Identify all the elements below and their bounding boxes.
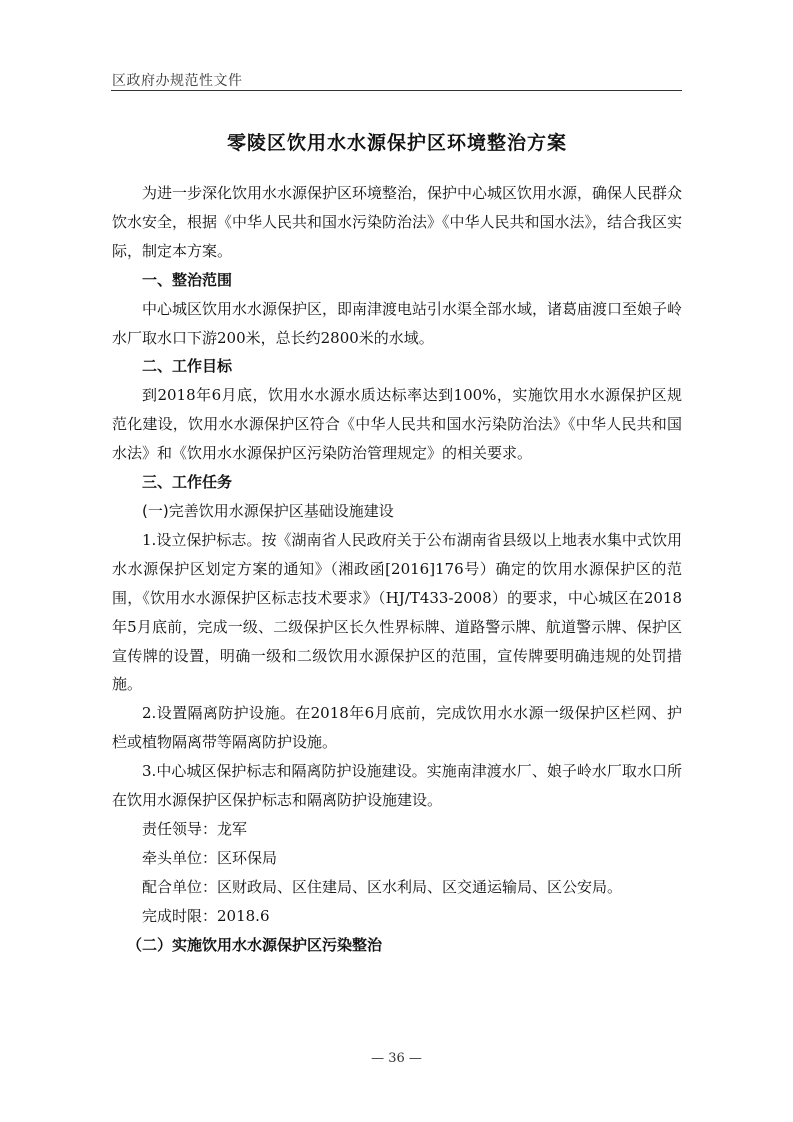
task-item-signs: 1.设立保护标志。按《湖南省人民政府关于公布湖南省县级以上地表水集中式饮用水水源保护区划定方案的通知》（湘政函[2016]176号）确定的饮用水源保护区的范围，《饮用水水源保护区标志技术要求》（HJ/T433-2008）的要求，中心城区在2018年5月底前，完成一级、二级保护区长久性界标牌、道路警示牌、航道警示牌、保护区宣传牌的设置，明确一级和二级饮用水源保护区的范围，宣传牌要明确违规的处罚措施。 [112,530,682,694]
lead-unit: 牵头单位：区环保局 [142,848,278,867]
document-title: 零陵区饮用水水源保护区环境整治方案 [226,132,567,154]
section-heading-scope: 一、整治范围 [142,270,233,289]
deadline: 完成时限：2018.6 [142,906,270,925]
running-header: 区政府办规范性文件 [112,73,243,89]
document-body [112,179,682,959]
cooperating-units: 配合单位：区财政局、区住建局、区水利局、区交通运输局、区公安局。 [142,877,623,896]
page-number: — 36 — [371,1051,422,1066]
scope-paragraph: 中心城区饮用水水源保护区，即南津渡电站引水渠全部水域，诸葛庙渡口至娘子岭水厂取水口下游200米，总长约2800米的水域。 [112,299,683,347]
header-divider [111,90,682,91]
subsection-heading-infrastructure: (一)完善饮用水源保护区基础设施建设 [142,501,394,520]
goals-paragraph: 到2018年6月底，饮用水水源水质达标率达到100%，实施饮用水水源保护区规范化建设，饮用水水源保护区符合《中华人民共和国水污染防治法》《中华人民共和国水法》和《饮用水水源保护区污染防治管理规定》的相关要求。 [112,386,682,463]
task-item-isolation: 2.设置隔离防护设施。在2018年6月底前，完成饮用水水源一级保护区栏网、护栏或植物隔离带等隔离防护设施。 [112,704,682,752]
subsection-heading-pollution: （二）实施饮用水水源保护区污染整治 [127,935,383,954]
task-item-central-city: 3.中心城区保护标志和隔离防护设施建设。实施南津渡水厂、娘子岭水厂取水口所在饮用水源保护区保护标志和隔离防护设施建设。 [112,762,682,810]
section-heading-goals: 二、工作目标 [142,357,233,376]
section-heading-tasks: 三、工作任务 [142,473,233,492]
intro-paragraph: 为进一步深化饮用水水源保护区环境整治，保护中心城区饮用水源，确保人民群众饮水安全，根据《中华人民共和国水污染防治法》《中华人民共和国水法》，结合我区实际，制定本方案。 [112,184,683,260]
responsible-leader: 责任领导：龙军 [142,819,248,838]
